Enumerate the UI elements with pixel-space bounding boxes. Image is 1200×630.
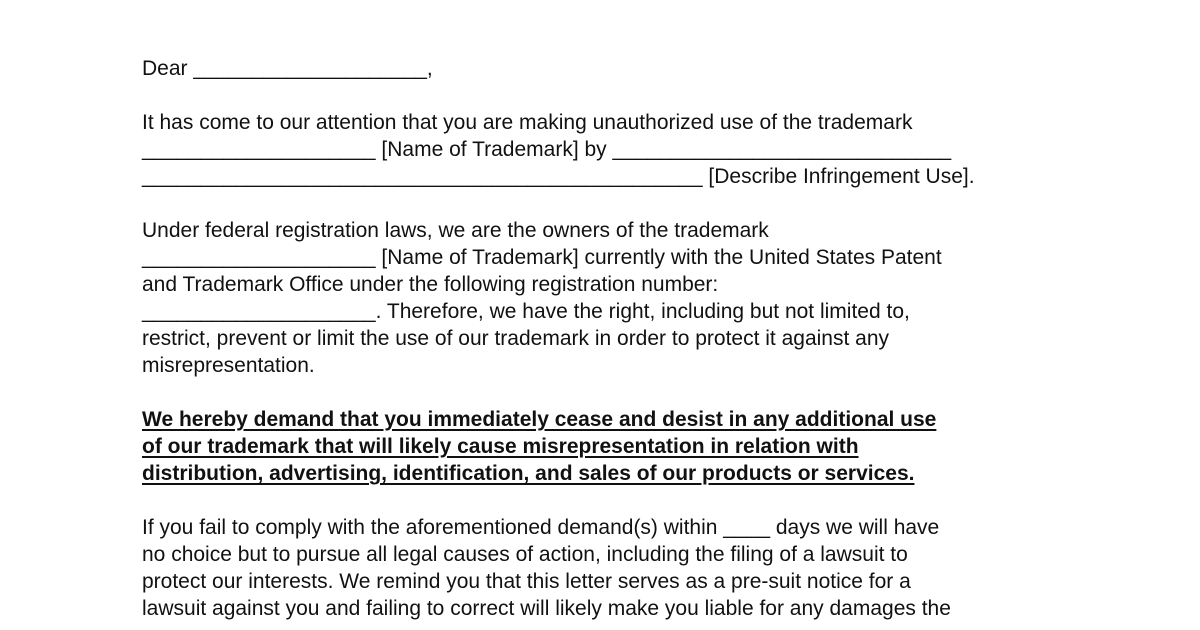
letter-body <box>142 55 1062 630</box>
text-line: restrict, prevent or limit the use of our trademark in order to protect it against any <box>142 327 889 350</box>
text-line: protect our interests. We remind you that this letter serves as a pre-suit notice for a <box>142 570 911 593</box>
demand-line: distribution, advertising, identification, and sales of our products or services. <box>142 462 915 485</box>
demand-line: We hereby demand that you immediately cease and desist in any additional use <box>142 408 937 431</box>
text-line: ________________________________________________ [Describe Infringement Use]. <box>142 165 975 188</box>
text-line: misrepresentation. <box>142 354 315 377</box>
text-line: ____________________. Therefore, we have the right, including but not limited to, <box>142 300 910 323</box>
paragraph-demand <box>142 406 1062 487</box>
text-line: and Trademark Office under the following registration number: <box>142 273 719 296</box>
text-line: ____________________ [Name of Trademark] currently with the United States Patent <box>142 246 942 269</box>
paragraph-ownership <box>142 217 1062 379</box>
paragraph-consequences <box>142 514 1062 622</box>
text-line: It has come to our attention that you are making unauthorized use of the trademark <box>142 111 913 134</box>
demand-line: of our trademark that will likely cause misrepresentation in relation with <box>142 435 859 458</box>
salutation-line: Dear ____________________, <box>142 57 433 80</box>
text-line: If you fail to comply with the aforementioned demand(s) within ____ days we will have <box>142 516 940 539</box>
text-line: Under federal registration laws, we are the owners of the trademark <box>142 219 769 242</box>
salutation <box>142 55 1062 82</box>
text-line: lawsuit against you and failing to correct will likely make you liable for any damages the <box>142 597 951 620</box>
text-line: ____________________ [Name of Trademark] by _____________________________ <box>142 138 952 161</box>
paragraph-unauthorized-use <box>142 109 1062 190</box>
text-line: no choice but to pursue all legal causes of action, including the filing of a lawsuit to <box>142 543 908 566</box>
